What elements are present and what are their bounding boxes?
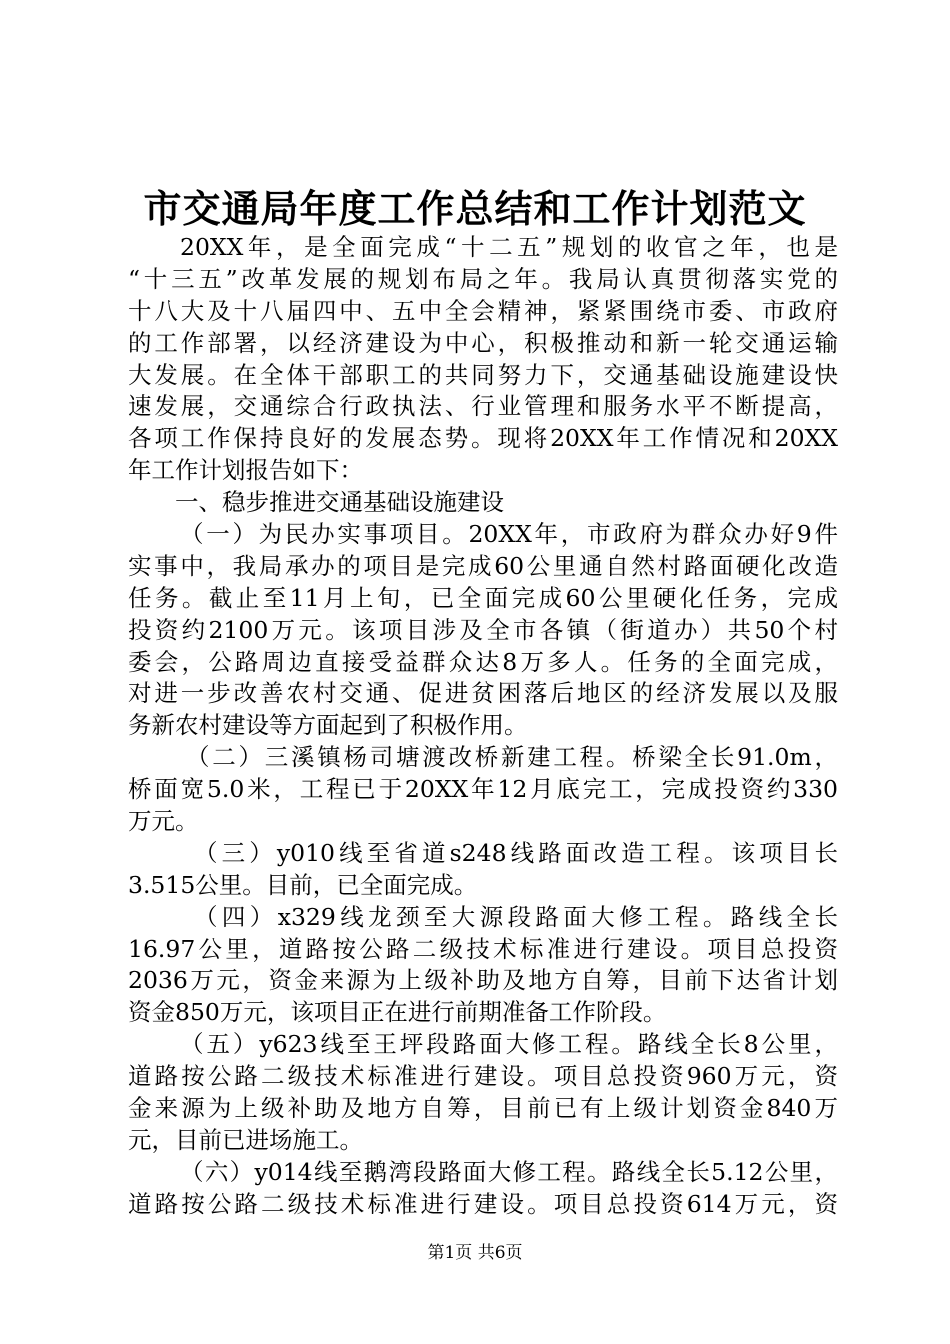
page-footer: 第1页 共6页 (427, 1243, 523, 1263)
text-line: 20XX年，是全面完成“十二五”规划的收官之年，也是 (180, 233, 838, 261)
text-line: 十八大及十八届四中、五中全会精神，紧紧围绕市委、市政府 (128, 296, 838, 325)
text-line: 元，目前已进场施工。 (128, 1125, 363, 1154)
text-line: 一、稳步推进交通基础设施建设 (175, 488, 504, 517)
text-line: （三）y010线至省道s248线路面改造工程。该项目长 (194, 838, 838, 867)
text-line: 道路按公路二级技术标准进行建设。项目总投资614万元，资 (128, 1189, 838, 1218)
text-line: 年工作计划报告如下： (128, 456, 363, 485)
text-line: 金来源为上级补助及地方自筹，目前已有上级计划资金840万 (128, 1094, 838, 1123)
text-line: （一）为民办实事项目。20XX年，市政府为群众办好9件 (180, 520, 838, 549)
text-line: （六）y014线至鹅湾段路面大修工程。路线全长5.12公里， (180, 1157, 838, 1186)
text-line: 务新农村建设等方面起到了积极作用。 (128, 711, 528, 740)
text-line: 3.515公里。目前，已全面完成。 (128, 870, 478, 899)
text-line: 的工作部署，以经济建设为中心，积极推动和新一轮交通运输 (128, 328, 838, 357)
text-line: （四）x329线龙颈至大源段路面大修工程。路线全长 (194, 902, 838, 931)
text-line: 投资约2100万元。该项目涉及全市各镇（街道办）共50个村 (128, 615, 838, 644)
text-line: 大发展。在全体干部职工的共同努力下，交通基础设施建设快 (128, 360, 838, 389)
document-title: 市交通局年度工作总结和工作计划范文 (143, 186, 807, 231)
text-line: 2036万元，资金来源为上级补助及地方自筹，目前下达省计划 (128, 966, 838, 995)
text-line: 任务。截止至11月上旬，已全面完成60公里硬化任务，完成 (128, 583, 838, 612)
text-line: （五）y623线至王坪段路面大修工程。路线全长8公里， (180, 1030, 838, 1059)
text-line: 16.97公里，道路按公路二级技术标准进行建设。项目总投资 (128, 934, 838, 963)
document-body (128, 232, 838, 1221)
text-line: 道路按公路二级技术标准进行建设。项目总投资960万元，资 (128, 1062, 838, 1091)
text-line: 万元。 (128, 807, 199, 836)
text-line: 对进一步改善农村交通、促进贫困落后地区的经济发展以及服 (128, 679, 838, 708)
text-line: 速发展，交通综合行政执法、行业管理和服务水平不断提高， (128, 392, 838, 421)
text-line: “十三五”改革发展的规划布局之年。我局认真贯彻落实党的 (128, 264, 838, 293)
text-line: 资金850万元，该项目正在进行前期准备工作阶段。 (128, 998, 667, 1027)
text-line: 桥面宽5.0米，工程已于20XX年12月底完工，完成投资约330 (128, 775, 838, 804)
text-line: （二）三溪镇杨司塘渡改桥新建工程。桥梁全长91.0m， (186, 743, 838, 772)
text-line: 各项工作保持良好的发展态势。现将20XX年工作情况和20XX (128, 424, 838, 453)
text-line: 委会，公路周边直接受益群众达8万多人。任务的全面完成， (128, 647, 838, 676)
text-line: 实事中，我局承办的项目是完成60公里通自然村路面硬化改造 (128, 551, 838, 580)
